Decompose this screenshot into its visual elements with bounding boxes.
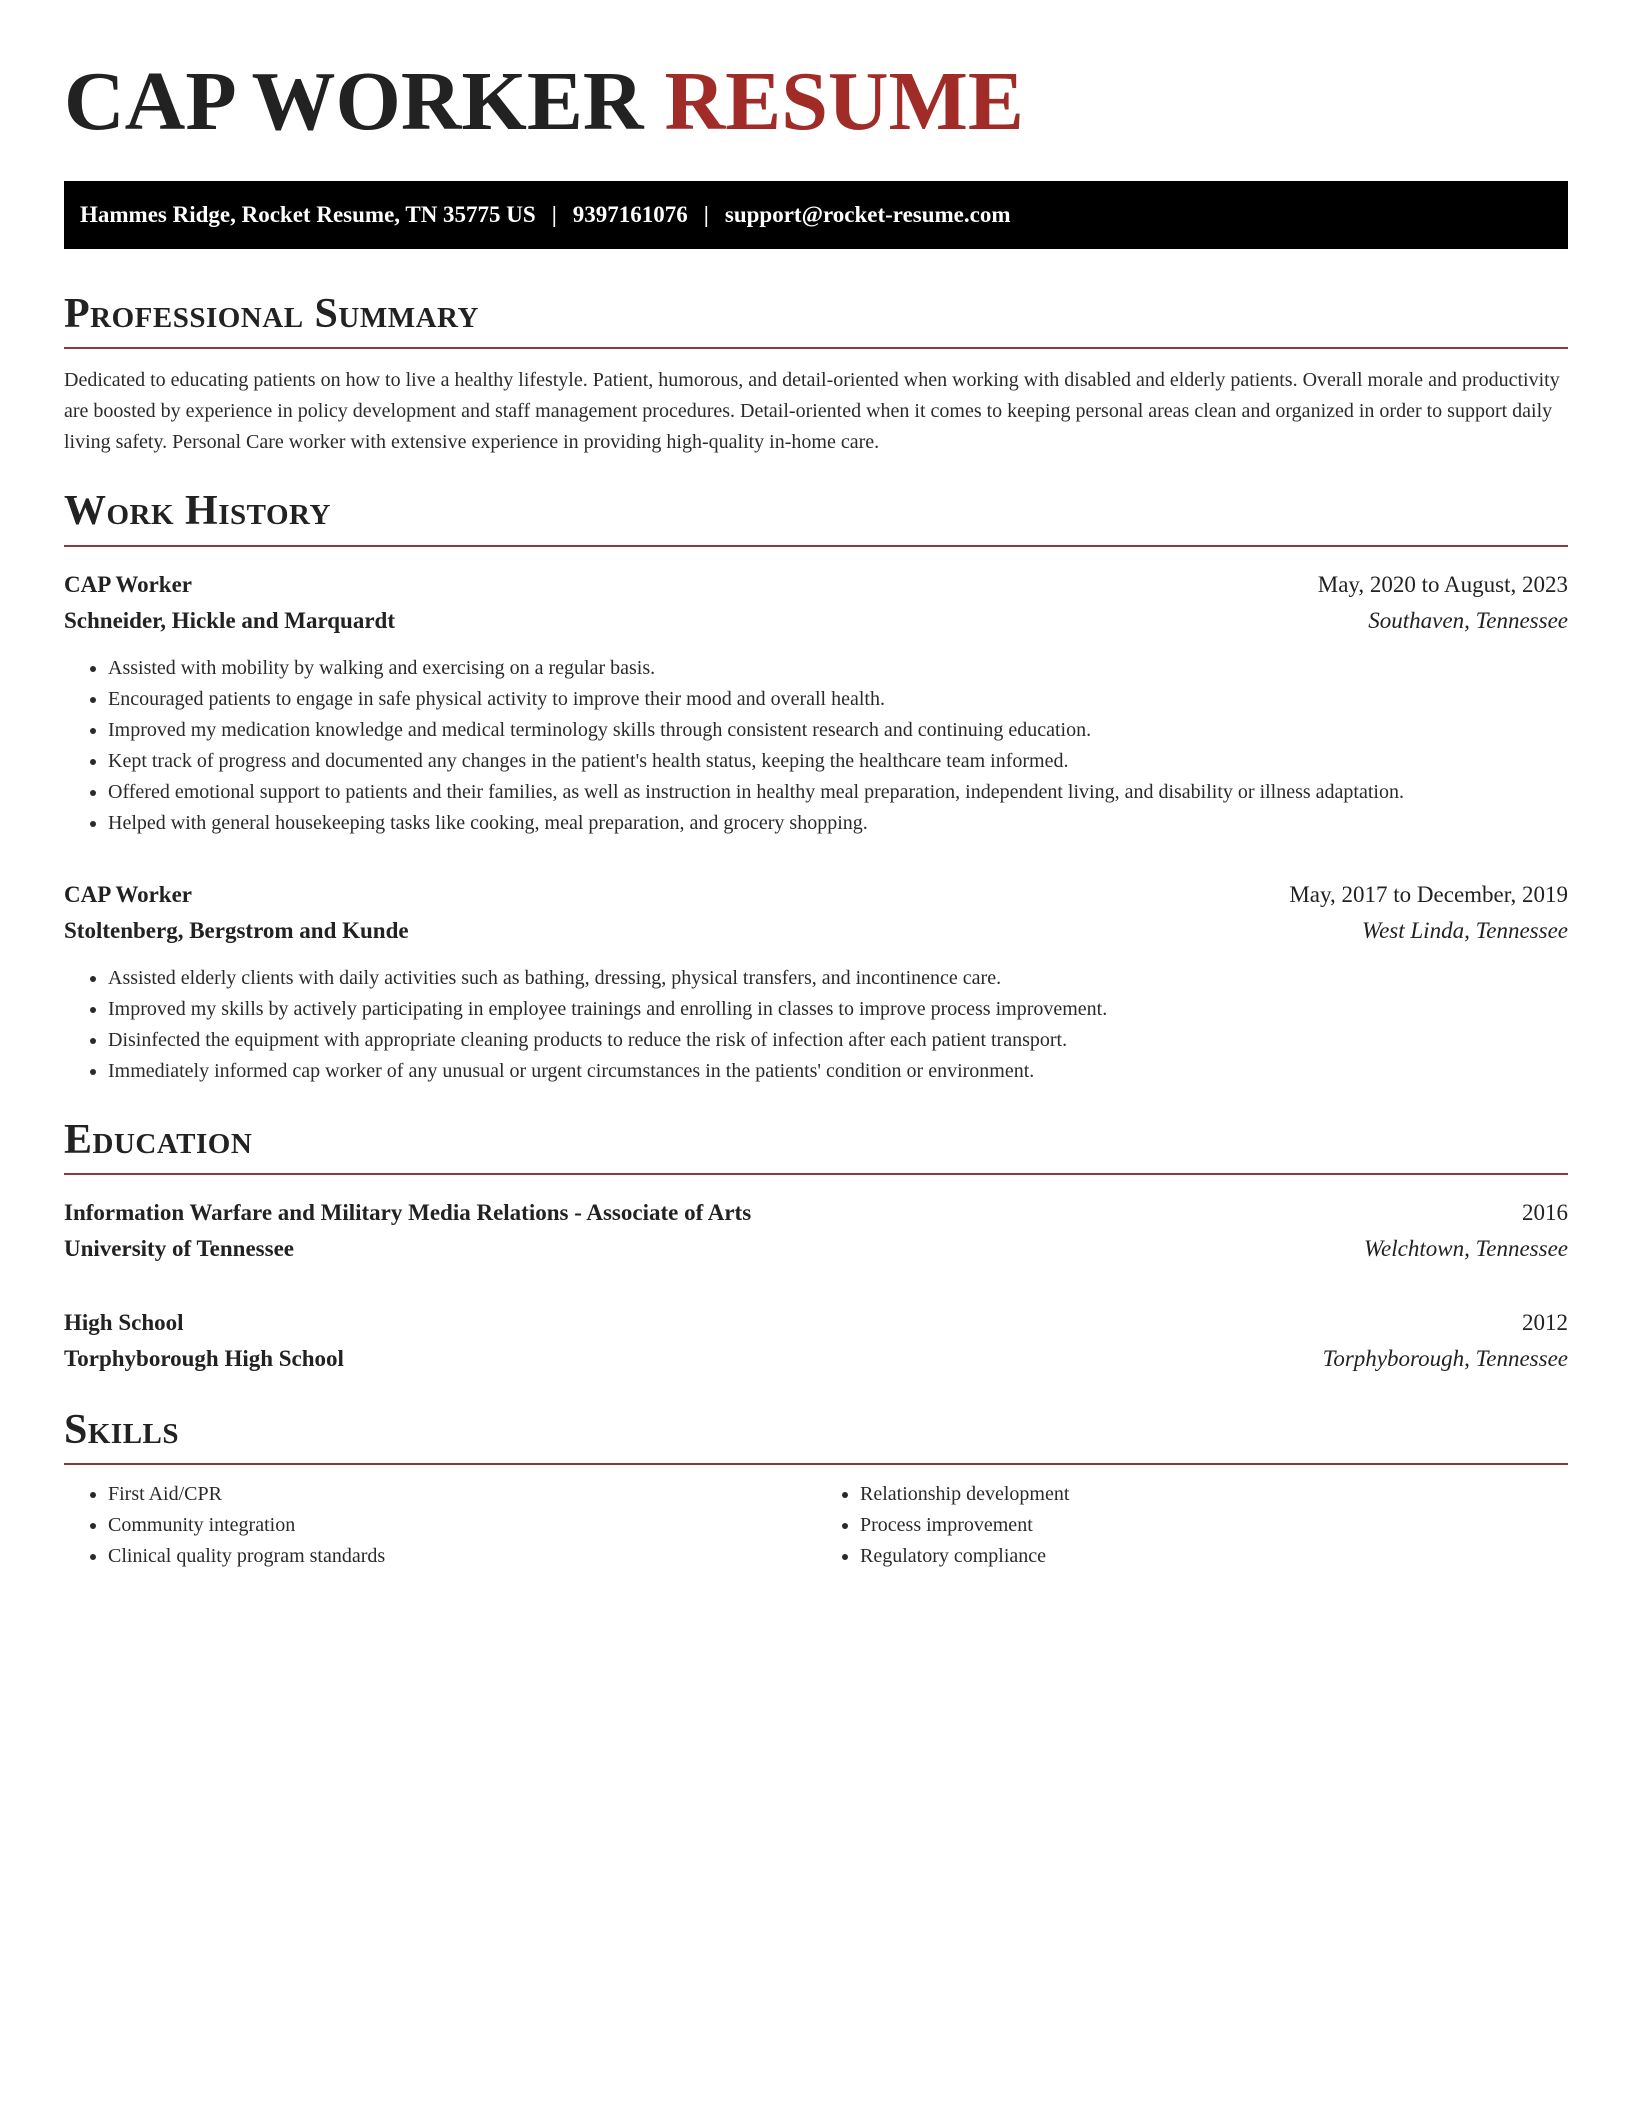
education-entry xyxy=(64,1305,1568,1377)
skills-column-left xyxy=(64,1479,816,1572)
education-school: Torphyborough High School xyxy=(64,1345,344,1371)
education-section xyxy=(64,1115,1568,1377)
list-item: • Improved my skills by actively participating in employee trainings and enrolling in classes to improve process improvement. xyxy=(108,994,1568,1025)
job-dates: May, 2020 to August, 2023 xyxy=(1317,571,1568,597)
summary-text: Dedicated to educating patients on how to live a healthy lifestyle. Patient, humorous, and detail-oriented when working with disabled and elderly patients. Overall morale and productivity are boosted by experience in policy development and staff management procedures. Detail-oriented when it comes to keeping personal areas clean and organized in order to support daily living safety. Personal Care worker with extensive experience in providing high-quality in-home care. xyxy=(64,369,1560,454)
job-title: CAP Worker xyxy=(64,881,192,907)
skill-item: • Clinical quality program standards xyxy=(108,1541,816,1572)
title-accent: RESUME xyxy=(664,55,1024,148)
skill-item: • Relationship development xyxy=(860,1479,1568,1510)
education-location: Torphyborough, Tennessee xyxy=(1322,1345,1568,1371)
skill-item: • Community integration xyxy=(108,1510,816,1541)
list-item: • Offered emotional support to patients and their families, as well as instruction in healthy meal preparation, independent living, and disability or illness adaptation. xyxy=(108,777,1568,808)
section-heading: Professional Summary xyxy=(64,289,1568,349)
list-item: • Disinfected the equipment with appropriate cleaning products to reduce the risk of infection after each patient transport. xyxy=(108,1025,1568,1056)
job-entry xyxy=(64,877,1568,1087)
education-school-row xyxy=(64,1231,1568,1267)
skills-grid xyxy=(64,1479,1568,1572)
job-location: Southaven, Tennessee xyxy=(1368,607,1568,633)
skills-column-right xyxy=(816,1479,1568,1572)
job-title-row xyxy=(64,567,1568,603)
professional-summary-section xyxy=(64,289,1568,458)
contact-separator: | xyxy=(551,201,557,227)
education-degree: High School xyxy=(64,1309,184,1335)
education-location: Welchtown, Tennessee xyxy=(1363,1235,1568,1261)
contact-address: Hammes Ridge, Rocket Resume, TN 35775 US xyxy=(80,201,536,227)
job-company: Schneider, Hickle and Marquardt xyxy=(64,607,395,633)
section-heading: Skills xyxy=(64,1405,1568,1465)
job-dates: May, 2017 to December, 2019 xyxy=(1289,881,1568,907)
skills-section xyxy=(64,1405,1568,1572)
education-degree: Information Warfare and Military Media Relations - Associate of Arts xyxy=(64,1199,752,1225)
job-title-row xyxy=(64,877,1568,913)
list-item: • Immediately informed cap worker of any unusual or urgent circumstances in the patients' condition or environment. xyxy=(108,1056,1568,1087)
job-title: CAP Worker xyxy=(64,571,192,597)
contact-bar xyxy=(64,181,1568,249)
skill-item: • Process improvement xyxy=(860,1510,1568,1541)
resume-title xyxy=(64,52,1568,153)
work-history-section xyxy=(64,486,1568,1086)
list-item: • Improved my medication knowledge and medical terminology skills through consistent research and continuing education. xyxy=(108,715,1568,746)
job-company-row xyxy=(64,913,1568,949)
skill-item: • First Aid/CPR xyxy=(108,1479,816,1510)
section-heading: Work History xyxy=(64,486,1568,546)
list-item: • Encouraged patients to engage in safe physical activity to improve their mood and overall health. xyxy=(108,684,1568,715)
contact-email[interactable]: support@rocket-resume.com xyxy=(724,201,1011,227)
job-location: West Linda, Tennessee xyxy=(1362,917,1568,943)
list-item: • Assisted elderly clients with daily activities such as bathing, dressing, physical transfers, and incontinence care. xyxy=(108,963,1568,994)
education-entry xyxy=(64,1195,1568,1267)
job-entry xyxy=(64,567,1568,839)
education-degree-row xyxy=(64,1305,1568,1341)
list-item: • Assisted with mobility by walking and exercising on a regular basis. xyxy=(108,653,1568,684)
education-year: 2016 xyxy=(1522,1199,1568,1225)
list-item: • Kept track of progress and documented any changes in the patient's health status, keeping the healthcare team informed. xyxy=(108,746,1568,777)
section-heading: Education xyxy=(64,1115,1568,1175)
skill-item: • Regulatory compliance xyxy=(860,1541,1568,1572)
list-item: • Helped with general housekeeping tasks like cooking, meal preparation, and grocery shopping. xyxy=(108,808,1568,839)
job-bullets xyxy=(64,963,1568,1087)
contact-separator: | xyxy=(703,201,709,227)
title-main: CAP WORKER xyxy=(64,55,644,148)
job-bullets xyxy=(64,653,1568,839)
education-year: 2012 xyxy=(1522,1309,1568,1335)
job-company: Stoltenberg, Bergstrom and Kunde xyxy=(64,917,409,943)
education-school-row xyxy=(64,1341,1568,1377)
job-company-row xyxy=(64,603,1568,639)
contact-phone: 9397161076 xyxy=(572,201,688,227)
education-school: University of Tennessee xyxy=(64,1235,294,1261)
education-degree-row xyxy=(64,1195,1568,1231)
